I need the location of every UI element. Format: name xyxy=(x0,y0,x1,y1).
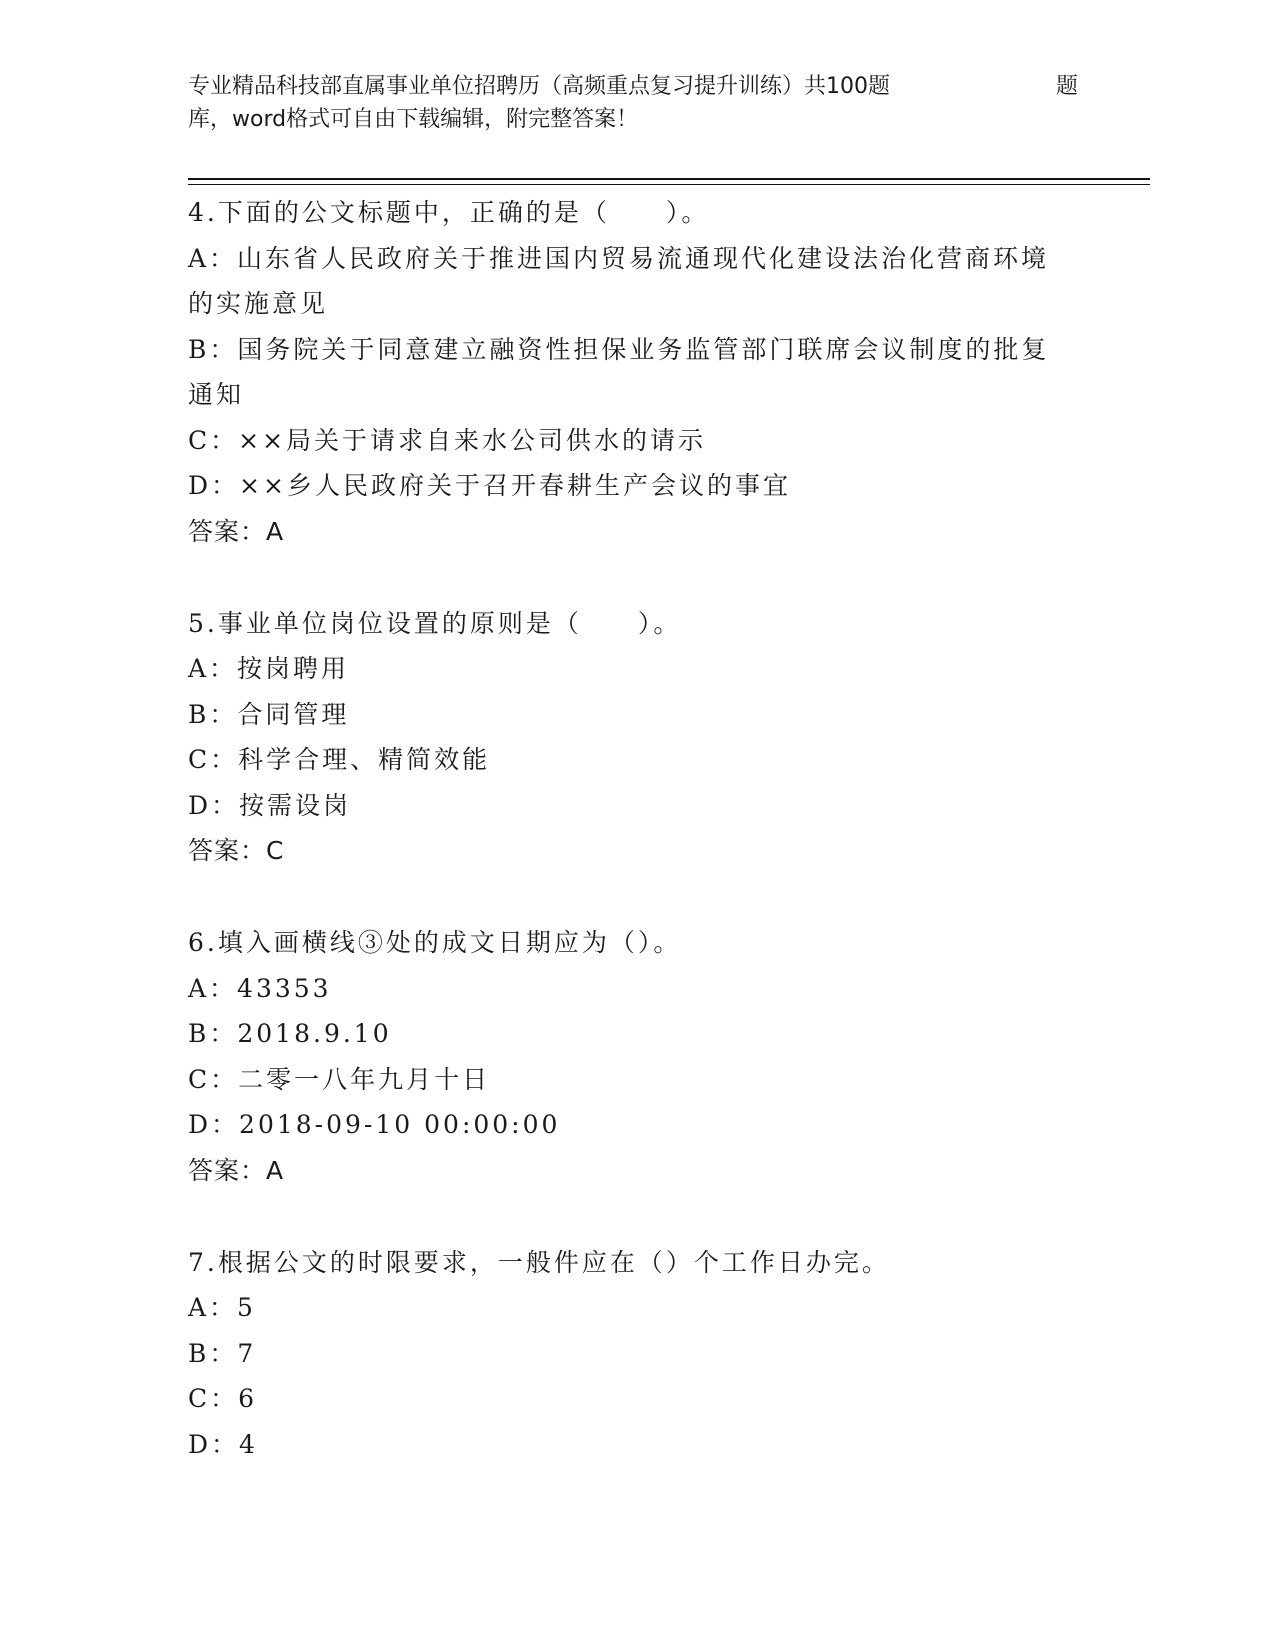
question-7 xyxy=(188,1240,1088,1468)
answer: 答案：C xyxy=(188,836,285,865)
option-c: C：××局关于请求自来水公司供水的请示 xyxy=(188,425,707,455)
option-b: B：2018.9.10 xyxy=(188,1019,392,1048)
option-a: A：山东省人民政府关于推进国内贸易流通现代化建设法治化营商环境 xyxy=(188,243,1050,273)
option-a: A：按岗聘用 xyxy=(188,654,350,683)
question-6 xyxy=(188,920,1088,1194)
question-spacer xyxy=(188,874,1088,920)
option-c: C：科学合理、精简效能 xyxy=(188,745,491,774)
document-header xyxy=(188,70,1088,136)
header-line-1-tail: 题 xyxy=(1056,74,1079,99)
question-stem: 6.填入画横线③处的成文日期应为（）。 xyxy=(188,928,682,957)
question-4 xyxy=(188,190,1088,555)
option-c: C：二零一八年九月十日 xyxy=(188,1064,491,1094)
option-a: A：43353 xyxy=(188,973,332,1003)
option-b: B：合同管理 xyxy=(188,699,350,729)
header-divider-thin xyxy=(188,184,1150,185)
question-spacer xyxy=(188,1194,1088,1240)
question-5 xyxy=(188,601,1088,875)
question-stem: 7.根据公文的时限要求，一般件应在（）个工作日办完。 xyxy=(188,1247,890,1277)
answer: 答案：A xyxy=(188,1155,285,1185)
option-d: D：2018-09-10 00:00:00 xyxy=(188,1110,561,1139)
header-divider-thick xyxy=(188,178,1150,180)
option-d: D：××乡人民政府关于召开春耕生产会议的事宜 xyxy=(188,471,791,500)
option-c: C：6 xyxy=(188,1384,258,1413)
question-stem: 5.事业单位岗位设置的原则是（ ）。 xyxy=(188,608,682,638)
answer: 答案：A xyxy=(188,516,285,546)
option-a-continued: 的实施意见 xyxy=(188,289,329,318)
option-d: D：4 xyxy=(188,1429,258,1459)
option-b-continued: 通知 xyxy=(188,380,245,409)
header-line-1: 专业精品科技部直属事业单位招聘历（高频重点复习提升训练）共100题 xyxy=(188,74,890,99)
option-d: D：按需设岗 xyxy=(188,790,352,820)
option-b: B：国务院关于同意建立融资性担保业务监管部门联席会议制度的批复 xyxy=(188,334,1050,364)
question-stem: 4.下面的公文标题中，正确的是（ ）。 xyxy=(188,198,710,227)
header-line-2: 库，word格式可自由下载编辑，附完整答案！ xyxy=(188,107,639,132)
question-list xyxy=(188,190,1088,1467)
question-spacer xyxy=(188,555,1088,601)
option-b: B：7 xyxy=(188,1338,257,1368)
option-a: A：5 xyxy=(188,1293,256,1322)
